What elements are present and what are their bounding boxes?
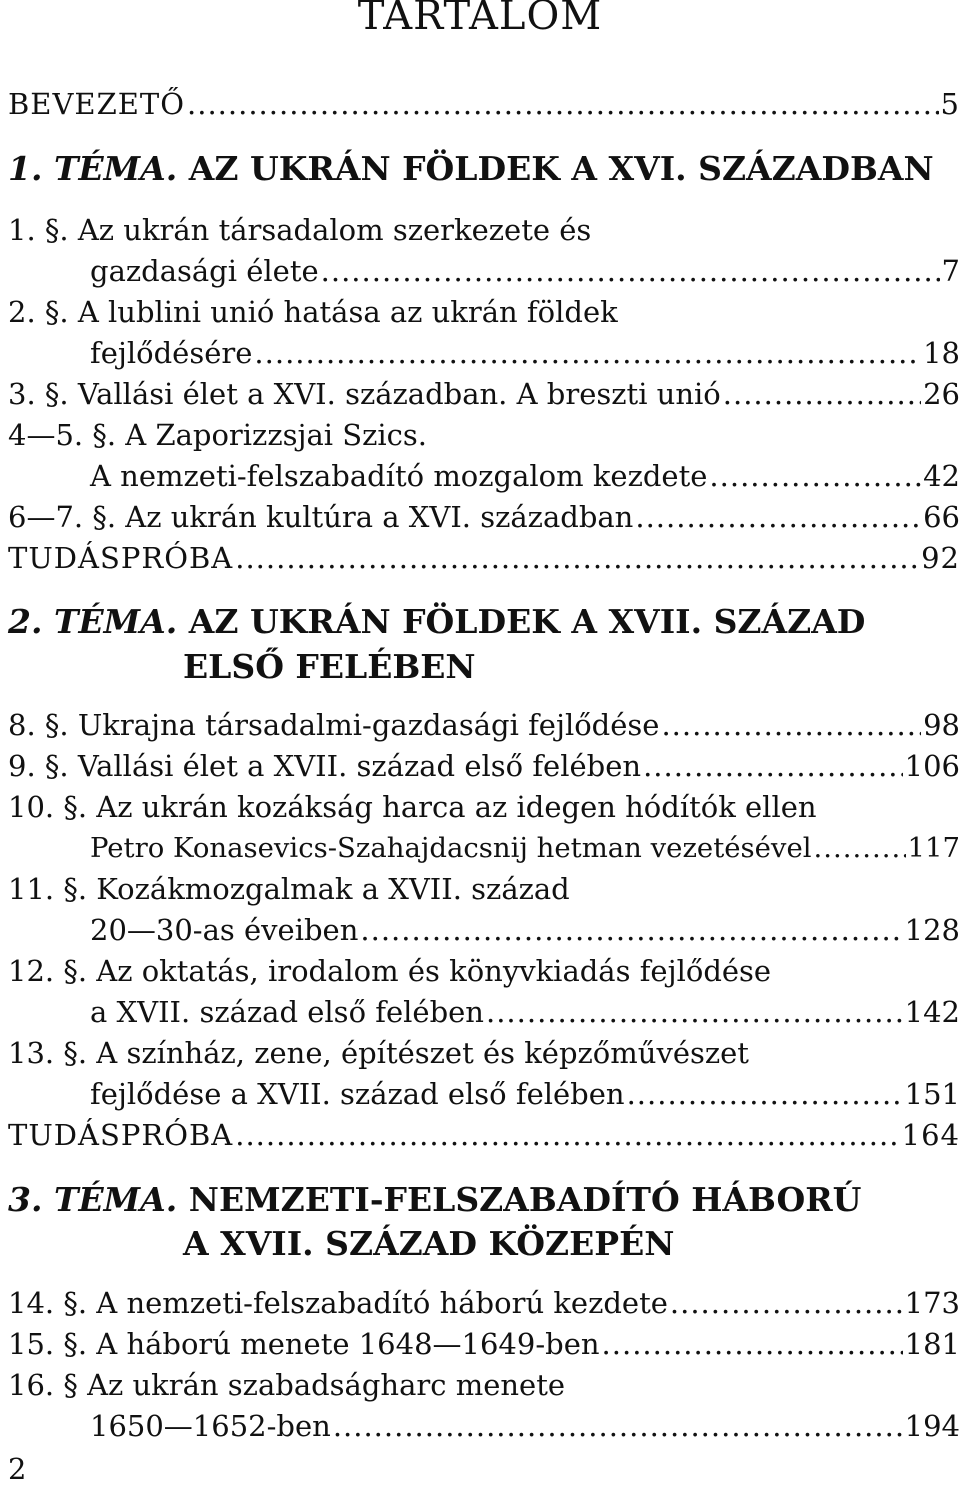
dot-leader: [661, 705, 921, 745]
entry-title: TUDÁSPRÓBA: [8, 541, 234, 575]
entry-page: 42: [923, 459, 960, 493]
dot-leader: [723, 374, 921, 414]
entry-number: 11. §.: [8, 872, 88, 906]
entry-title: Az ukrán társadalom szerkezete és: [77, 213, 592, 247]
toc-entry-continuation[interactable]: [90, 1074, 960, 1114]
dot-leader: [602, 1324, 903, 1364]
toc-entry[interactable]: [8, 1033, 960, 1073]
toc-entry-continuation[interactable]: [90, 910, 960, 950]
entry-number: 3. §.: [8, 377, 69, 411]
entry-number: 16. §: [8, 1368, 78, 1402]
toc-entry[interactable]: [8, 951, 960, 991]
entry-title: A nemzeti-felszabadító háború kezdete: [96, 1286, 668, 1320]
entry-page: 142: [904, 995, 960, 1029]
toc-entry[interactable]: [8, 746, 960, 786]
entry-number: 4—5. §.: [8, 418, 117, 452]
theme-heading-1: [8, 147, 934, 191]
toc-entry-test[interactable]: [8, 538, 960, 578]
entry-title: TUDÁSPRÓBA: [8, 1118, 234, 1152]
entry-title-line2: gazdasági élete: [90, 254, 319, 288]
dot-leader: [635, 497, 921, 537]
toc-entry[interactable]: [8, 705, 960, 745]
page-title: TARTALOM: [357, 0, 603, 39]
entry-title: A Zaporizzsjai Szics.: [125, 418, 428, 452]
entry-page: 194: [904, 1409, 960, 1443]
entry-title-line2: A nemzeti-felszabadító mozgalom kezdete: [90, 459, 708, 493]
dot-leader: [333, 1406, 903, 1446]
toc-entry[interactable]: [8, 869, 960, 909]
entry-title: Az oktatás, irodalom és könyvkiadás fejlődése: [96, 954, 772, 988]
toc-entry-intro[interactable]: [8, 84, 960, 124]
entry-title-line2: a XVII. század első felében: [90, 995, 484, 1029]
entry-number: 13. §.: [8, 1036, 88, 1070]
toc-entry-continuation[interactable]: [90, 456, 960, 496]
dot-leader: [235, 538, 919, 578]
theme-heading-2: [8, 600, 865, 644]
entry-page: 7: [941, 254, 960, 288]
entry-page: 117: [907, 832, 960, 864]
toc-entry[interactable]: [8, 1324, 960, 1364]
theme-number: 2. TÉMA.: [8, 602, 178, 641]
dot-leader: [254, 333, 921, 373]
page-number: 2: [8, 1452, 27, 1486]
entry-number: 8. §.: [8, 708, 69, 742]
entry-title: A háború menete 1648—1649-ben: [96, 1327, 600, 1361]
entry-page: 128: [904, 913, 960, 947]
entry-number: 9. §.: [8, 749, 69, 783]
entry-title-line2: 20—30-as éveiben: [90, 913, 359, 947]
entry-page: 98: [923, 708, 960, 742]
dot-leader: [321, 251, 940, 291]
entry-title: BEVEZETŐ: [8, 87, 186, 121]
entry-number: 1. §.: [8, 213, 69, 247]
dot-leader: [187, 84, 939, 124]
entry-number: 6—7. §.: [8, 500, 117, 534]
entry-number: 15. §.: [8, 1327, 88, 1361]
theme-title: AZ UKRÁN FÖLDEK A XVI. SZÁZADBAN: [188, 149, 934, 188]
entry-page: 18: [923, 336, 960, 370]
entry-title: Az ukrán kozákság harca az idegen hódítók ellen: [96, 790, 817, 824]
entry-title: Ukrajna társadalmi-gazdasági fejlődése: [77, 708, 660, 742]
entry-title-line2: Petro Konasevics-Szahajdacsnij hetman vezetésével: [90, 832, 812, 864]
entry-title: Vallási élet a XVII. század első felében: [77, 749, 642, 783]
entry-title-line2: fejlődésére: [90, 336, 253, 370]
entry-title: A színház, zene, építészet és képzőművészet: [96, 1036, 749, 1070]
theme-number: 1. TÉMA.: [8, 149, 178, 188]
entry-number: 12. §.: [8, 954, 88, 988]
toc-entry[interactable]: [8, 210, 960, 250]
toc-entry-continuation[interactable]: [90, 828, 960, 868]
dot-leader: [627, 1074, 903, 1114]
dot-leader: [709, 456, 921, 496]
dot-leader: [360, 910, 902, 950]
entry-page: 5: [940, 87, 960, 121]
toc-entry[interactable]: [8, 787, 960, 827]
theme-title: NEMZETI-FELSZABADÍTÓ HÁBORÚ: [188, 1180, 862, 1219]
theme-heading-2-line2: ELSŐ FELÉBEN: [183, 647, 476, 686]
entry-title-line2: fejlődése a XVII. század első felében: [90, 1077, 625, 1111]
toc-entry[interactable]: [8, 374, 960, 414]
dot-leader: [643, 746, 903, 786]
entry-page: 173: [904, 1286, 960, 1320]
toc-entry[interactable]: [8, 415, 960, 455]
theme-number: 3. TÉMA.: [8, 1180, 178, 1219]
entry-page: 26: [923, 377, 960, 411]
entry-page: 66: [923, 500, 960, 534]
entry-title: Vallási élet a XVI. században. A breszti unió: [77, 377, 721, 411]
toc-entry[interactable]: [8, 1365, 960, 1405]
toc-entry-continuation[interactable]: [90, 251, 960, 291]
toc-entry-continuation[interactable]: [90, 1406, 960, 1446]
toc-entry[interactable]: [8, 292, 960, 332]
entry-number: 14. §.: [8, 1286, 88, 1320]
entry-title: Az ukrán kultúra a XVI. században: [125, 500, 634, 534]
dot-leader: [814, 828, 906, 868]
entry-page: 164: [901, 1118, 960, 1152]
entry-title: Kozákmozgalmak a XVII. század: [96, 872, 570, 906]
entry-title: A lublini unió hatása az ukrán földek: [77, 295, 618, 329]
dot-leader: [486, 992, 903, 1032]
entry-page: 181: [904, 1327, 960, 1361]
entry-title: Az ukrán szabadságharc menete: [87, 1368, 566, 1402]
entry-number: 2. §.: [8, 295, 69, 329]
entry-number: 10. §.: [8, 790, 88, 824]
entry-page: 151: [904, 1077, 960, 1111]
dot-leader: [670, 1283, 903, 1323]
entry-title-line2: 1650—1652-ben: [90, 1409, 331, 1443]
toc-entry-test[interactable]: [8, 1115, 960, 1155]
theme-heading-3-line2: A XVII. SZÁZAD KÖZEPÉN: [183, 1224, 675, 1263]
toc-entry-continuation[interactable]: [90, 333, 960, 373]
toc-entry[interactable]: [8, 497, 960, 537]
entry-page: 92: [921, 541, 960, 575]
dot-leader: [235, 1115, 899, 1155]
theme-heading-3: [8, 1178, 861, 1222]
theme-title: AZ UKRÁN FÖLDEK A XVII. SZÁZAD: [188, 602, 866, 641]
entry-page: 106: [904, 749, 960, 783]
toc-entry-continuation[interactable]: [90, 992, 960, 1032]
toc-entry[interactable]: [8, 1283, 960, 1323]
